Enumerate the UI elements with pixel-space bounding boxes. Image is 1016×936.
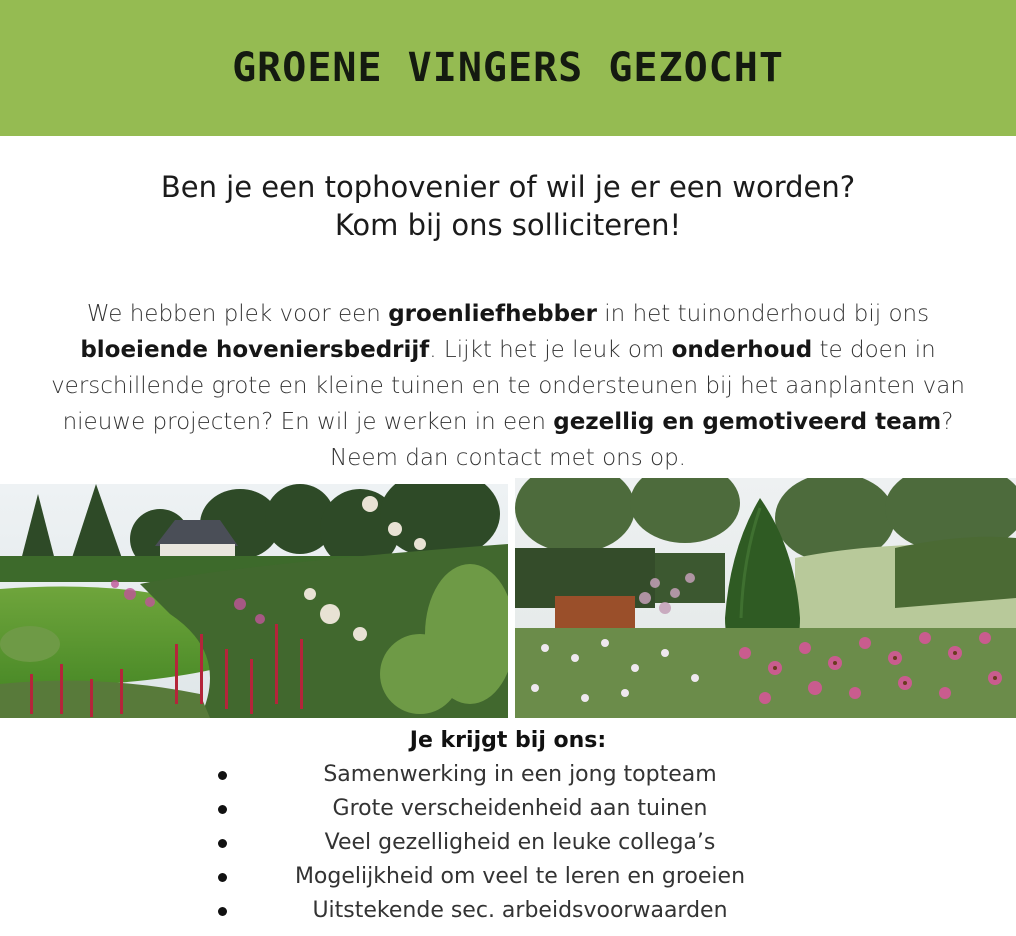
garden-photo-conifer-echinacea-image bbox=[515, 478, 1016, 718]
intro-bold: onderhoud bbox=[671, 337, 813, 363]
intro-text: in het tuinonderhoud bij ons bbox=[596, 301, 930, 327]
list-item-label: Uitstekende sec. arbeidsvoorwaarden bbox=[312, 898, 728, 923]
subtitle bbox=[0, 168, 1016, 244]
bullet-icon bbox=[218, 805, 227, 814]
intro-bold: groenliefhebber bbox=[388, 301, 597, 327]
garden-photo-lawn-borders-image bbox=[0, 484, 508, 718]
header-banner bbox=[0, 0, 1016, 136]
list-item bbox=[0, 828, 1016, 862]
bullet-icon bbox=[218, 907, 227, 916]
bullet-icon bbox=[218, 873, 227, 882]
intro-paragraph bbox=[28, 296, 988, 476]
intro-text: ? Neem dan contact met ons op. bbox=[330, 409, 954, 471]
benefits-title: Je krijgt bij ons: bbox=[409, 728, 607, 753]
list-item bbox=[0, 862, 1016, 896]
subtitle-line-1: Ben je een tophovenier of wil je er een worden? bbox=[160, 170, 856, 204]
list-item-label: Samenwerking in een jong topteam bbox=[323, 762, 717, 787]
list-item bbox=[0, 896, 1016, 930]
garden-photo-lawn-borders bbox=[0, 484, 508, 718]
list-item-label: Veel gezelligheid en leuke collega’s bbox=[324, 830, 716, 855]
benefits-list bbox=[0, 760, 1016, 930]
bullet-icon bbox=[218, 839, 227, 848]
intro-text: We hebben plek voor een bbox=[86, 301, 389, 327]
intro-bold: gezellig en gemotiveerd team bbox=[553, 409, 942, 435]
list-item bbox=[0, 760, 1016, 794]
intro-text: . Lijkt het je leuk om bbox=[429, 337, 672, 363]
page-title: GROENE VINGERS GEZOCHT bbox=[232, 45, 784, 91]
list-item bbox=[0, 794, 1016, 828]
subtitle-line-2: Kom bij ons solliciteren! bbox=[334, 208, 682, 242]
list-item-label: Mogelijkheid om veel te leren en groeien bbox=[294, 864, 746, 889]
list-item-label: Grote verscheidenheid aan tuinen bbox=[332, 796, 708, 821]
bullet-icon bbox=[218, 771, 227, 780]
intro-bold: bloeiende hoveniersbedrijf bbox=[80, 337, 430, 363]
intro-text: te doen in verschillende grote en kleine tuinen en te ondersteunen bij het aanplanten van nieuwe projecten? En wil je werken in een bbox=[51, 337, 965, 435]
garden-photo-conifer-echinacea bbox=[515, 478, 1016, 718]
